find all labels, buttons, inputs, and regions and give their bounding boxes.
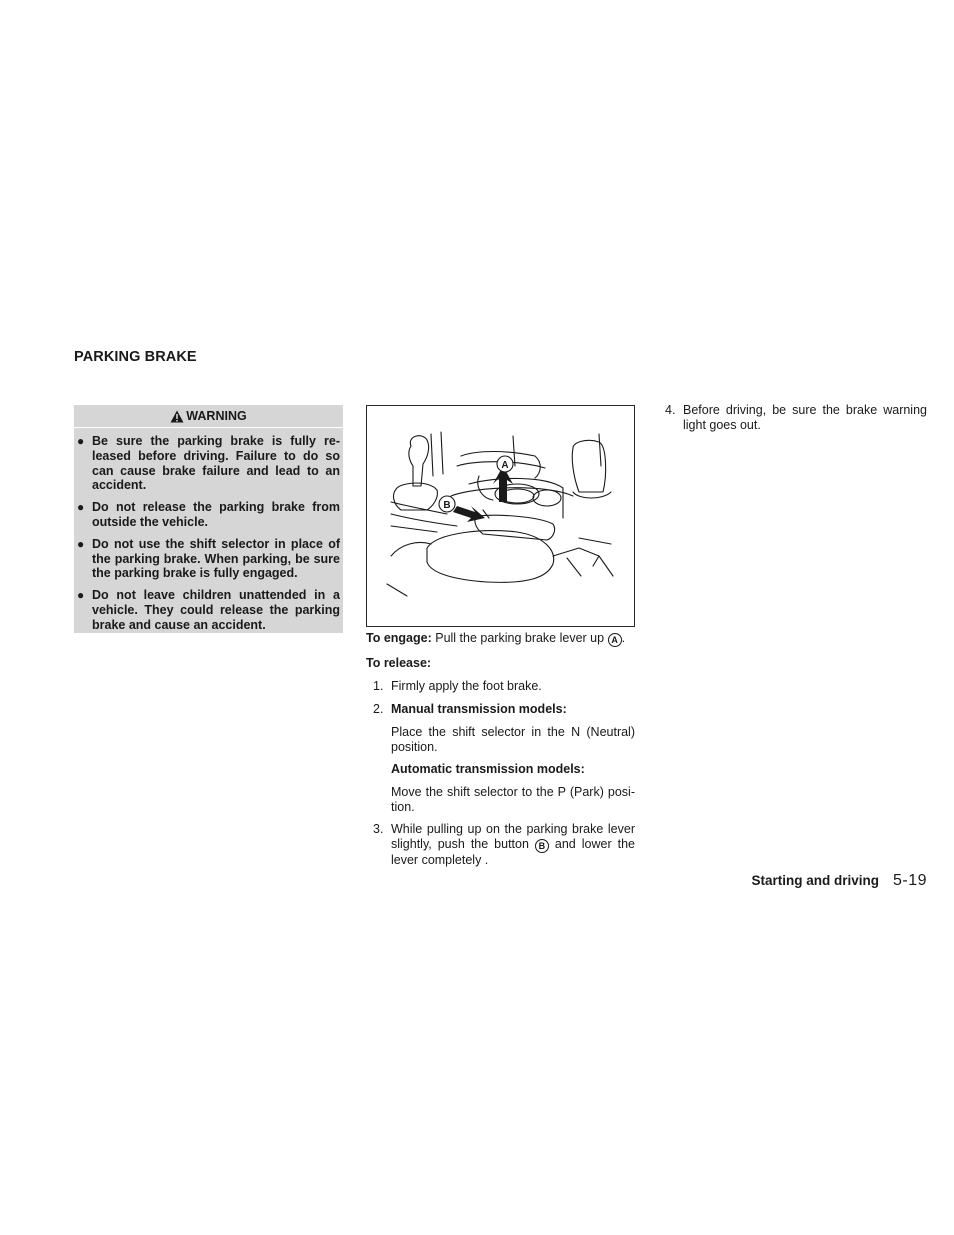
release-step-1: 1. Firmly apply the foot brake. [373, 678, 542, 693]
automatic-text: Move the shift selector to the P (Park) posi-tion. [391, 784, 635, 814]
automatic-heading: Automatic transmission models: [391, 761, 585, 776]
manual-text: Place the shift selector in the N (Neutral) position. [391, 725, 635, 755]
instructions-column [366, 631, 635, 868]
release-heading: To release: [366, 656, 432, 670]
warning-header [74, 405, 343, 428]
section-title: PARKING BRAKE [74, 349, 197, 365]
warning-list [74, 428, 343, 633]
warning-item: ● Be sure the parking brake is fully re-leased before driving. Failure to do so can cause brake failure and lead to an accident. [77, 434, 340, 493]
page-footer [751, 872, 927, 890]
chapter-title: Starting and driving [751, 873, 879, 888]
release-step-2: 2. Manual transmission models: [373, 701, 567, 716]
parking-brake-illustration [366, 405, 635, 627]
warning-triangle-icon [170, 410, 184, 423]
warning-box [74, 405, 343, 633]
right-column [664, 403, 927, 433]
warning-item: ● Do not leave children unattended in a vehicle. They could release the parking brake and cause an accident. [77, 588, 340, 632]
warning-item: ● Do not release the parking brake from outside the vehicle. [77, 500, 340, 529]
callout-a-icon: A [608, 633, 622, 647]
release-step-3: 3. While pulling up on the parking brake lever slightly, push the button B and lower the lever completely . [373, 822, 635, 868]
callout-b-icon: B [535, 839, 549, 853]
figure-label-b: B [443, 500, 451, 511]
release-step-4: 4. Before driving, be sure the brake warning light goes out. [665, 403, 927, 432]
warning-item: ● Do not use the shift selector in place of the parking brake. When parking, be sure the parking brake is fully engaged. [77, 536, 340, 581]
warning-title: WARNING [186, 409, 247, 423]
engage-paragraph: To engage: Pull the parking brake lever up A . [366, 631, 626, 645]
page-number: 5-19 [892, 872, 927, 889]
figure-label-a: A [501, 460, 509, 471]
